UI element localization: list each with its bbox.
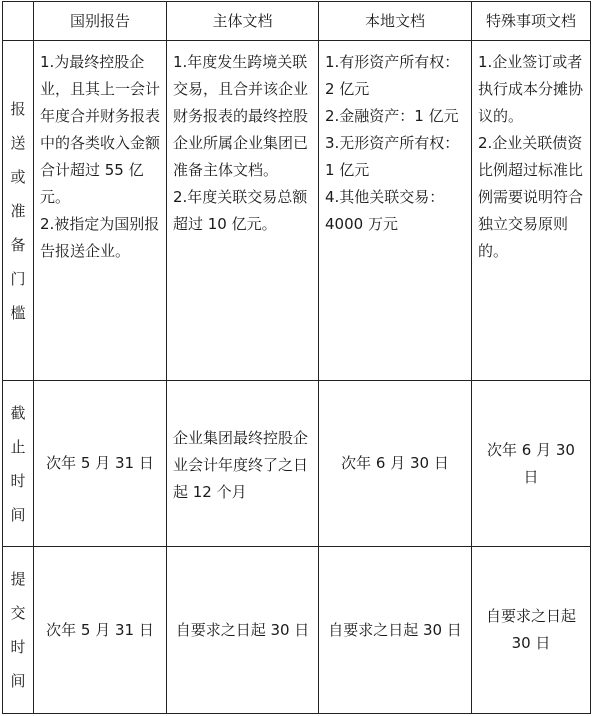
cell-threshold-special-matters [472, 41, 591, 381]
threshold-item: 2.企业关联债资比例超过标准比例需要说明符合独立交易原则的。 [478, 134, 584, 260]
threshold-item: 2.年度关联交易总额超过 10 亿元。 [173, 188, 308, 233]
header-local-file: 本地文档 [319, 2, 472, 41]
threshold-item: 1.为最终控股企业，且其上一会计年度合并财务报表中的各类收入金额合计超过 55 亿元。 [40, 53, 161, 206]
cell-deadline-master-file: 企业集团最终控股企业会计年度终了之日起 12 个月 [167, 381, 319, 547]
cell-submission-master-file: 自要求之日起 30 日 [167, 547, 319, 714]
row-label-char: 或 [10, 167, 26, 186]
threshold-item: 2.金融资产：1 亿元 [325, 107, 459, 125]
row-label-char: 时 [10, 471, 26, 490]
header-corner [3, 2, 34, 41]
row-label-char: 槛 [10, 303, 26, 322]
row-label-char: 备 [10, 235, 26, 254]
row-label-deadline [3, 381, 34, 547]
header-country-report: 国别报告 [34, 2, 167, 41]
threshold-item: 2.被指定为国别报告报送企业。 [40, 215, 160, 260]
row-label-char: 时 [10, 638, 26, 656]
cell-deadline-country-report: 次年 5 月 31 日 [34, 381, 167, 547]
cell-deadline-local-file: 次年 6 月 30 日 [319, 381, 472, 547]
row-label-char: 止 [10, 437, 26, 456]
cell-submission-country-report: 次年 5 月 31 日 [34, 547, 167, 714]
row-label-char: 截 [10, 403, 26, 422]
row-label-char: 报 [10, 99, 26, 118]
row-threshold [3, 41, 591, 381]
row-label-char: 交 [10, 604, 26, 622]
row-deadline [3, 381, 591, 547]
row-label-char: 送 [10, 133, 26, 152]
row-label-submission [3, 547, 34, 714]
row-submission [3, 547, 591, 714]
cell-submission-local-file: 自要求之日起 30 日 [319, 547, 472, 714]
cell-threshold-master-file [167, 41, 319, 381]
row-label-char: 准 [10, 201, 26, 220]
cell-submission-special-matters: 自要求之日起 30 日 [472, 547, 591, 714]
header-master-file: 主体文档 [167, 2, 319, 41]
threshold-item: 3.无形资产所有权：1 亿元 [325, 134, 460, 179]
row-label-char: 间 [10, 505, 26, 524]
row-label-char: 门 [10, 269, 26, 288]
documentation-requirements-table [2, 1, 591, 714]
header-row [3, 2, 591, 41]
header-special-matters-file: 特殊事项文档 [472, 2, 591, 41]
row-label-char: 间 [10, 672, 26, 690]
threshold-item: 4.其他关联交易：4000 万元 [325, 188, 445, 233]
cell-deadline-special-matters: 次年 6 月 30 日 [472, 381, 591, 547]
cell-threshold-country-report [34, 41, 167, 381]
threshold-item: 1.企业签订或者执行成本分摊协议的。 [478, 53, 584, 125]
row-label-threshold [3, 41, 34, 381]
row-label-char: 提 [10, 570, 26, 588]
cell-threshold-local-file [319, 41, 472, 381]
threshold-item: 1.有形资产所有权：2 亿元 [325, 53, 460, 98]
threshold-item: 1.年度发生跨境关联交易，且合并该企业财务报表的最终控股企业所属企业集团已准备主体文档。 [173, 53, 309, 179]
